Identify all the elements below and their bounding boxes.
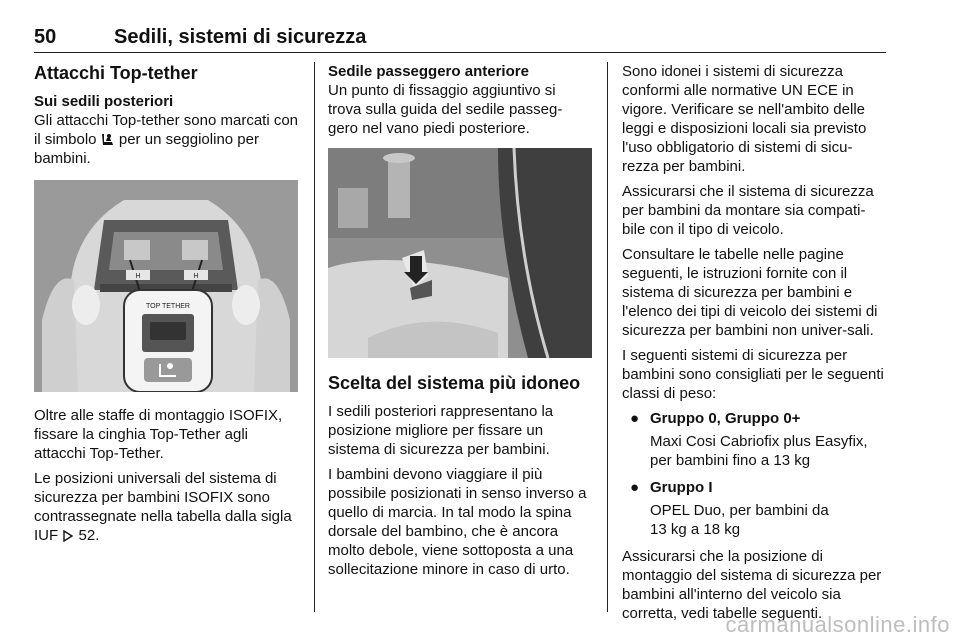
column-right: [622, 62, 888, 629]
section-heading-top-tether: Attacchi Top-tether: [34, 63, 198, 83]
ece-paragraph: Sono idonei i sistemi di sicurezza conformi alle normative UN ECE in vigore. Verificare se nell'ambito delle leggi e disposizioni locali sia previsto l'uso obbligatorio di sistemi di sicu-rezza per bambini.: [622, 63, 867, 175]
compatibility-paragraph: Assicurarsi che il sistema di sicurezza per bambini da montare sia compati-bile con il tipo di veicolo.: [622, 183, 874, 238]
page-number: 50: [34, 26, 57, 48]
section-heading-choose-system: Scelta del sistema più idoneo: [328, 373, 581, 393]
bullet-dot: ●: [630, 410, 640, 427]
isofix-paragraph: Oltre alle staffe di montaggio ISOFIX, fissare la cinghia Top-Tether agli attacchi Top-Tether.: [34, 407, 283, 462]
watermark: carmanualsonline.info: [725, 612, 950, 637]
iuf-paragraph: [34, 469, 300, 545]
subheading-rear-seats: Sui sedili posteriori: [34, 93, 174, 110]
column-middle: [328, 62, 592, 585]
front-seat-rail-anchor-figure: [328, 148, 592, 358]
rear-seats-best-paragraph: I sedili posteriori rappresentano la posizione migliore per fissare un sistema di sicurezza per bambini.: [328, 403, 554, 458]
bullet-detail-line: per bambini fino a 13 kg: [650, 452, 811, 469]
bullet-detail-line: OPEL Duo, per bambini da: [650, 502, 829, 519]
bullet-detail: [622, 501, 888, 539]
consult-tables-paragraph: Consultare le tabelle nelle pagine seguenti, le istruzioni fornite con il sistema di sicurezza per bambini e l'elenco dei tipi di veicolo dei sistemi di sicurezza per bambini non univer-sali.: [622, 246, 878, 339]
bullet-detail-line: Maxi Cosi Cabriofix plus Easyfix,: [650, 433, 868, 450]
svg-text:H: H: [135, 273, 141, 280]
page-reference-icon[interactable]: [62, 530, 74, 542]
bullet-dot: ●: [630, 479, 640, 496]
iuf-text: Le posizioni universali del sistema di sicurezza per bambini ISOFIX sono contrassegnate nella tabella dalla sigla IUF: [34, 470, 292, 544]
intro-text-after: per un seggiolino per bambini.: [34, 131, 259, 167]
child-seat-icon: [101, 133, 115, 146]
bullet-label: Gruppo I: [650, 479, 713, 496]
column-divider-2: [607, 62, 608, 612]
page-header: [34, 26, 886, 53]
recommended-systems-paragraph: I seguenti sistemi di sicurezza per bambini sono consigliati per le seguenti classi di peso:: [622, 347, 884, 402]
mounting-position-paragraph: Assicurarsi che la posizione di montaggio del sistema di sicurezza per bambini all'interno del veicolo sia corretta, vedi tabelle seguenti.: [622, 548, 882, 622]
svg-text:TOP TETHER: TOP TETHER: [146, 303, 190, 310]
rear-facing-paragraph: I bambini devono viaggiare il più possibile posizionati in senso inverso a quello di marcia. In tal modo la spina dorsale del bambino, che è ancora molto debole, viene sottoposta a una sollecitazione minore in caso di urto.: [328, 466, 587, 578]
subheading-front-passenger-seat: Sedile passeggero anteriore: [328, 63, 529, 80]
front-seat-paragraph: Un punto di fissaggio aggiuntivo si trova sulla guida del sedile passeg-gero nel vano piedi posteriore.: [328, 82, 563, 137]
column-divider-1: [314, 62, 315, 612]
bullet-detail: [622, 432, 888, 470]
bullet-item: [622, 409, 888, 428]
column-left: [34, 62, 300, 551]
bullet-label: Gruppo 0, Gruppo 0+: [650, 410, 801, 427]
car-rear-top-tether-figure: [34, 180, 298, 392]
intro-text-before: Gli attacchi Top-tether sono marcati con il simbolo: [34, 112, 299, 148]
svg-text:H: H: [193, 273, 199, 280]
bullet-detail-line: 13 kg a 18 kg: [650, 521, 741, 538]
iuf-page-ref[interactable]: 52.: [78, 527, 100, 544]
bullet-item: [622, 478, 888, 497]
intro-paragraph: [34, 111, 300, 168]
page-title: Sedili, sistemi di sicurezza: [114, 26, 367, 48]
